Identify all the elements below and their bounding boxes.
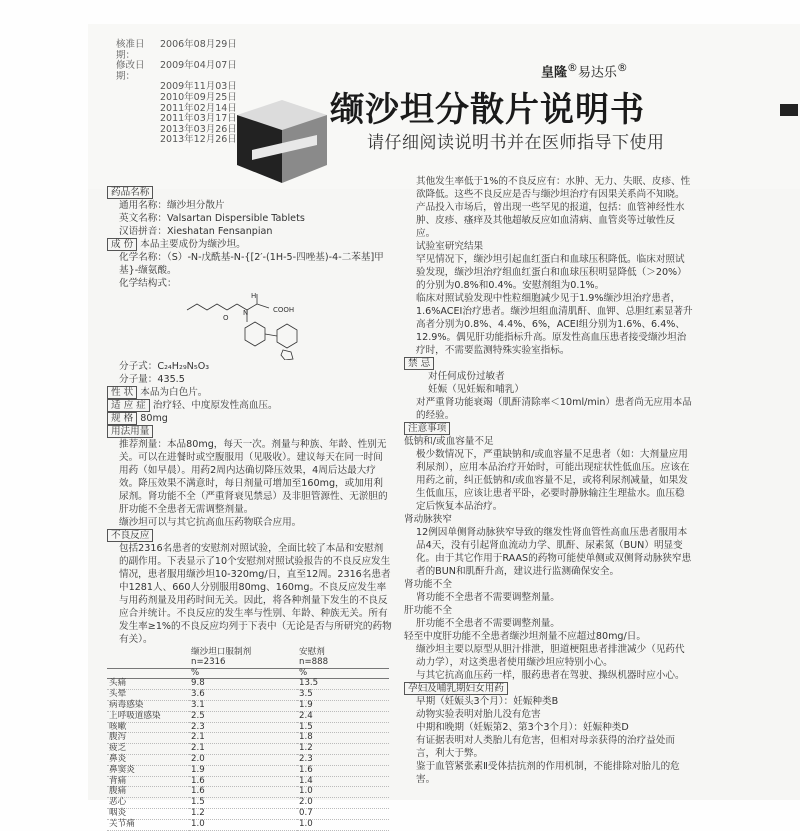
date-label: 修改日期：	[116, 60, 145, 82]
date-row	[116, 135, 237, 146]
table-cell: 1.5	[189, 798, 297, 809]
adverse-events-table	[107, 648, 389, 831]
document-title: 缬沙坦分散片说明书	[330, 90, 645, 130]
table-cell: 1.2	[297, 744, 389, 755]
structure-drawing	[127, 290, 367, 360]
section-label: 性 状	[107, 386, 137, 399]
table-row	[107, 819, 389, 830]
table-cell: 2.4	[297, 711, 389, 722]
table-header-row	[107, 648, 389, 668]
contraindication-item: 对任何成份过敏者	[428, 371, 505, 382]
table-row	[107, 798, 389, 809]
table-row	[107, 679, 389, 690]
precaution-paragraph: 肾功能不全患者不需要调整剂量。	[416, 592, 560, 603]
section-label: 注意事项	[404, 422, 450, 435]
precaution-subheading: 肾动脉狭窄	[404, 514, 452, 525]
pregnancy-item: 早期（妊娠头3个月）：妊娠种类B	[416, 696, 559, 707]
pregnancy-item: 中期和晚期（妊娠第2、第3个3个月）：妊娠种类D	[416, 722, 629, 733]
precaution-subheading: 低钠和/或血容量不足	[404, 436, 494, 447]
struct-cooh: COOH	[273, 306, 295, 314]
lab-paragraph: 罕见情况下，缬沙坦引起血红蛋白和血球压积降低。临床对照试验发现，缬沙坦治疗组血红蛋白和血球压积明显降低（＞20%）的分别为0.8%和0.4%。安慰剂组为0.1%。	[416, 254, 687, 291]
pregnancy-item: 鉴于血管紧张素Ⅱ受体拮抗剂的作用机制，不能排除对胎儿的危害。	[416, 761, 680, 785]
section-label: 禁 忌	[404, 357, 434, 370]
section-label: 不良反应	[107, 529, 153, 542]
right-column	[404, 175, 694, 786]
table-cell: 头晕	[107, 690, 189, 701]
spec-text: 80mg	[140, 413, 168, 424]
table-row	[107, 776, 389, 787]
brand-cn: 皇隆	[541, 65, 568, 81]
contraindication-item: 对严重肾功能衰竭（肌酐清除率＜10ml/min）患者尚无应用本品的经验。	[416, 397, 692, 421]
section-label: 规 格	[107, 412, 137, 425]
section-label: 孕妇及哺乳期妇女用药	[404, 682, 508, 695]
date-value: 2011年03月17日	[160, 113, 237, 125]
table-row	[107, 700, 389, 711]
molecular-formula: 分子式：C₂₄H₂₉N₅O₃	[119, 361, 210, 372]
precaution-paragraph: 轻至中度肝功能不全患者缬沙坦剂量不应超过80mg/日。	[404, 631, 646, 642]
pinyin-name: 汉语拼音：Xieshatan Fensanpian	[119, 226, 273, 237]
date-label	[116, 125, 160, 136]
table-cell: 1.0	[297, 819, 389, 830]
precaution-paragraph: 缬沙坦主要以原型从胆汁排泄，胆道梗阻患者排泄减少（见药代动力学），对这类患者使用缬沙坦应特别小心。	[416, 644, 685, 668]
table-cell: 1.9	[297, 700, 389, 711]
adverse-paragraph: 包括2316名患者的安慰剂对照试验，全面比较了本品和安慰剂的副作用。下表显示了10个安慰剂对照试验报告的不良反应发生情况，患者服用缬沙坦10-320mg/日，直至12周。2316名患者中1281人、660人分别服用80mg、160mg。不良反应发生率与用药剂量及用药时间无关。因此，将各种剂量下发生的不良反应合并统计。不良反应的发生率与性别、年龄、种族无关。所有发生率≥1%的不良反应均列于下表中（无论是否与所研究的药物有关）。	[119, 543, 392, 645]
date-label	[116, 114, 160, 125]
table-unit-cell: %	[297, 668, 389, 679]
table-cell: 2.5	[189, 711, 297, 722]
section-label: 药品名称	[107, 186, 153, 199]
pregnancy-item: 有证据表明对人类胎儿有危害，但相对母亲获得的治疗益处而言，利大于弊。	[416, 735, 676, 759]
date-value: 2009年04月07日	[160, 60, 237, 72]
table-row	[107, 711, 389, 722]
table-cell: 2.0	[297, 798, 389, 809]
table-cell: 3.5	[297, 690, 389, 701]
date-value: 2006年08月29日	[160, 39, 237, 50]
table-row	[107, 690, 389, 701]
table-cell: 1.4	[297, 776, 389, 787]
table-cell: 0.7	[297, 808, 389, 819]
precaution-paragraph: 12例因单侧肾动脉狭窄导致的继发性肾血管性高血压患者服用本品4天，没有引起肾血流动力学、肌酐、尿素氮（BUN）明显变化。由于其它作用于RAAS的药物可能使单侧或双侧肾动脉狭窄患者的BUN和肌酐升高，建议进行监测确保安全。	[416, 527, 692, 577]
table-cell: 疲乏	[107, 744, 189, 755]
table-row	[107, 733, 389, 744]
table-cell: 2.3	[189, 722, 297, 733]
table-cell: 3.1	[189, 700, 297, 711]
date-row	[116, 61, 237, 82]
table-unit-cell: %	[189, 668, 297, 679]
struct-n: N	[243, 309, 249, 317]
struct-h: H	[251, 292, 257, 300]
section-label: 成 份	[107, 238, 137, 251]
precaution-paragraph: 与其它抗高血压药一样，服药患者在驾驶、操纵机器时应小心。	[416, 670, 685, 681]
table-cell: 3.6	[189, 690, 297, 701]
chemical-name: 化学名称：（S）-N-戊酰基-N-{[2′-(1H-5-四唑基)-4-二苯基]甲基}-缬氨酸。	[119, 252, 384, 276]
table-cell: 鼻炎	[107, 754, 189, 765]
brand-reg-2: ®	[616, 61, 628, 74]
table-cell: 病毒感染	[107, 700, 189, 711]
date-label	[116, 104, 160, 115]
appearance-text: 本品为白色片。	[140, 387, 208, 398]
date-label	[116, 93, 160, 104]
table-cell: 9.8	[189, 679, 297, 690]
section-label: 用法用量	[107, 425, 153, 438]
date-value: 2010年09月25日	[160, 91, 237, 103]
composition-text: 本品主要成份为缬沙坦。	[140, 239, 246, 250]
table-cell: 1.5	[297, 722, 389, 733]
date-value: 2011年02月14日	[160, 102, 237, 114]
table-cell: 背痛	[107, 776, 189, 787]
english-name: 英文名称：Valsartan Dispersible Tablets	[119, 213, 305, 224]
table-cell: 13.5	[297, 679, 389, 690]
table-row	[107, 754, 389, 765]
document-subtitle: 请仔细阅读说明书并在医师指导下使用	[367, 133, 665, 153]
table-cell: 1.2	[189, 808, 297, 819]
brand-reg: ®	[567, 61, 578, 74]
table-header-cell: 缬沙坦口服制剂 n=2316	[189, 648, 297, 668]
brand-mark	[541, 61, 628, 80]
dosage-paragraph-2: 缬沙坦可以与其它抗高血压药物联合应用。	[119, 517, 302, 528]
molecular-weight: 分子量：435.5	[119, 374, 185, 385]
date-label	[116, 82, 160, 93]
logo-cube-icon	[222, 95, 332, 187]
struct-o: O	[223, 314, 229, 322]
structure-label: 化学结构式：	[119, 278, 177, 289]
chemical-structure	[127, 290, 387, 360]
corner-mark	[780, 104, 798, 116]
table-row	[107, 744, 389, 755]
lab-results-heading: 试验室研究结果	[416, 241, 484, 252]
date-label: 核准日期：	[116, 39, 145, 61]
table-cell: 2.3	[297, 754, 389, 765]
table-unit-row	[107, 668, 389, 679]
section-label: 适 应 症	[107, 399, 150, 412]
table-row	[107, 722, 389, 733]
table-header-cell	[107, 648, 189, 668]
table-cell: 2.1	[189, 744, 297, 755]
table-header-cell: 安慰剂 n=888	[297, 648, 389, 668]
date-value: 2013年03月26日	[160, 123, 237, 135]
approval-dates	[116, 40, 237, 146]
table-cell: 1.0	[297, 787, 389, 798]
table-cell: 上呼吸道感染	[107, 711, 189, 722]
table-cell: 1.6	[189, 787, 297, 798]
table-cell: 1.0	[189, 819, 297, 830]
date-value: 2013年12月26日	[160, 134, 237, 146]
adverse-other-paragraph: 其他发生率低于1%的不良反应有：水肿、无力、失眠、皮疹、性欲降低。这些不良反应是否与缬沙坦治疗有因果关系尚不知晓。产品投入市场后，曾出现一些罕见的报道，包括：血管神经性水肿、皮疹、瘙痒及其他超敏反应如血清病、血管炎等过敏性反应。	[416, 176, 691, 239]
table-cell: 1.6	[297, 765, 389, 776]
table-cell: 咽炎	[107, 808, 189, 819]
brand-name: 易达乐	[577, 65, 617, 81]
dosage-paragraph: 推荐剂量：本品80mg，每天一次。剂量与种族、年龄、性别无关。可以在进餐时或空腹服用（见吸收）。建议每天在同一时间用药（如早晨）。用药2周内达确切降压效果，4周后达最大疗效。降压效果不满意时，每日剂量可增加至160mg，或加用利尿剂。肾功能不全（严重肾衰见禁忌）及非胆管源性、无淤胆的肝功能不全患者无需调整剂量。	[119, 439, 388, 515]
table-cell: 咳嗽	[107, 722, 189, 733]
table-cell: 1.8	[297, 733, 389, 744]
date-row	[116, 40, 237, 61]
table-cell: 关节痛	[107, 819, 189, 830]
table-cell: 恶心	[107, 798, 189, 809]
indication-text: 治疗轻、中度原发性高血压。	[152, 400, 278, 411]
date-value: 2009年11月03日	[160, 81, 237, 93]
table-row	[107, 808, 389, 819]
table-cell: 鼻窦炎	[107, 765, 189, 776]
left-column	[107, 186, 392, 831]
lab-paragraph-2: 临床对照试验发现中性粒细胞减少见于1.9%缬沙坦治疗患者，1.6%ACEI治疗患者。缬沙坦组血清肌酐、血钾、总胆红素显著升高者分别为0.8%、4.4%、6%，ACEI组分别为1.6%、6.4%、12.9%。偶见肝功能指标升高。原发性高血压患者接受缬沙坦治疗时，不需要监测特殊实验室指标。	[416, 293, 693, 356]
table-cell: 2.0	[189, 754, 297, 765]
precaution-paragraph: 极少数情况下，严重缺钠和/或血容量不足患者（如：大剂量应用利尿剂），应用本品治疗开始时，可能出现症状性低血压。应该在用药之前，纠正低钠和/或血容量不足，或将利尿剂减量，如果发生低血压，应该让患者平卧，必要时静脉输注生理盐水。血压稳定后恢复本品治疗。	[416, 449, 690, 512]
date-row	[116, 93, 237, 104]
table-cell: 头痛	[107, 679, 189, 690]
table-cell: 腹泻	[107, 733, 189, 744]
precaution-subheading: 肾功能不全	[404, 579, 452, 590]
table-cell: 1.9	[189, 765, 297, 776]
contraindication-item: 妊娠（见妊娠和哺乳）	[428, 384, 524, 395]
generic-name: 通用名称：缬沙坦分散片	[119, 200, 225, 211]
table-cell: 腹痛	[107, 787, 189, 798]
table-row	[107, 787, 389, 798]
date-label	[116, 135, 160, 146]
pregnancy-item: 动物实验表明对胎儿没有危害	[416, 709, 541, 720]
table-cell: 2.1	[189, 733, 297, 744]
table-cell: 1.6	[189, 776, 297, 787]
precaution-subheading: 肝功能不全	[404, 605, 452, 616]
precaution-paragraph: 肝功能不全患者不需要调整剂量。	[416, 618, 560, 629]
section-drug-name	[107, 186, 392, 199]
table-row	[107, 765, 389, 776]
